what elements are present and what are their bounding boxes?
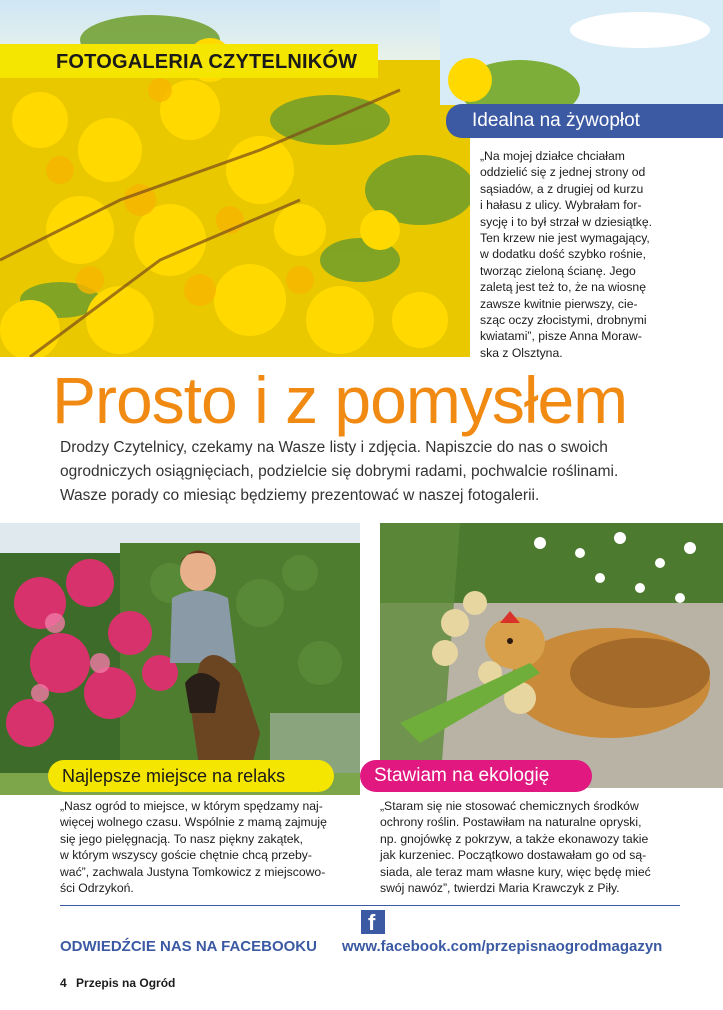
page-headline: Prosto i z pomysłem (52, 363, 628, 437)
text-line: oddzielić się z jednej strony od (480, 165, 646, 180)
text-line: w którym wszyscy goście chętnie chcą przeby- (60, 848, 312, 863)
hen-chicks-photo (380, 523, 723, 788)
hedge-story (480, 148, 718, 361)
text-line: „Staram się nie stosować chemicznych środków (380, 799, 639, 813)
page-number: 4 (60, 976, 67, 990)
relax-tag-label: Najlepsze miejsce na relaks (62, 766, 286, 786)
page-footer (60, 976, 175, 990)
sky-photo (440, 0, 723, 105)
facebook-icon-glyph: f (368, 910, 376, 935)
text-line: sąsiadów, a z drugiej od kurzu (480, 181, 644, 196)
text-line: „Nasz ogród to miejsce, w którym spędzamy naj- (60, 799, 323, 813)
text-line: wać”, zachwala Justyna Tomkowicz z miejscowo- (60, 864, 326, 879)
text-line: sycję i to był strzał w dziesiątkę. (480, 214, 653, 229)
text-line: zaletą jest też to, że na wiosnę (480, 280, 646, 295)
text-line: i hałasu z ulicy. Wybrałam for- (480, 198, 642, 213)
text-line: tworząc zieloną ścianę. Jego (480, 263, 636, 278)
facebook-icon[interactable] (361, 910, 385, 934)
text-line: swój nawóz”, twierdzi Maria Krawczyk z Piły. (380, 881, 620, 896)
magazine-name: Przepis na Ogród (76, 976, 176, 990)
eco-tag-label: Stawiam na ekologię (374, 765, 550, 786)
text-line: w dodatku dość szybko rośnie, (480, 247, 646, 262)
text-line: się jego pielęgnacją. To nasz piękny zakątek, (60, 831, 303, 846)
text-line: siada, ale teraz mam własne kury, więc będę mieć (380, 864, 651, 879)
text-line: zawsze kwitnie pierwszy, cie- (480, 296, 638, 311)
gallery-banner (0, 44, 378, 78)
text-line: więcej wolnego czasu. Wspólnie z mamą zajmuję (60, 815, 327, 830)
text-line: Ten krzew nie jest wymagający, (480, 231, 650, 246)
garden-woman-dog-photo (0, 523, 360, 795)
text-line: Drodzy Czytelnicy, czekamy na Wasze listy i zdjęcia. Napiszcie do nas o swoich (60, 439, 608, 456)
relax-story (60, 798, 360, 896)
text-line: Wasze porady co miesiąc będziemy prezentować w naszej fotogalerii. (60, 487, 540, 504)
text-line: ochrony roślin. Postawiłam na naturalne opryski, (380, 815, 642, 830)
footer-divider (60, 905, 680, 906)
text-line: „Na mojej działce chciałam (480, 149, 625, 163)
hedge-tag (446, 104, 723, 138)
text-line: np. gnojówkę z pokrzyw, a także ekonawozy takie (380, 831, 649, 846)
relax-tag (48, 760, 334, 792)
facebook-link[interactable]: www.facebook.com/przepisnaogrodmagazyn (342, 938, 663, 955)
hedge-tag-label: Idealna na żywopłot (472, 110, 640, 131)
intro-paragraph (60, 436, 705, 508)
text-line: jak kurzeniec. Początkowo dostawałam go od są- (380, 848, 647, 863)
text-line: ska z Olsztyna. (480, 345, 563, 360)
text-line: ogrodniczych osiągnięciach, podzielcie się dobrymi radami, pochwalcie roślinami. (60, 463, 619, 480)
facebook-label: ODWIEDŹCIE NAS NA FACEBOOKU (60, 938, 317, 955)
gallery-title: FOTOGALERIA CZYTELNIKÓW (56, 51, 358, 73)
text-line: sząc oczy złocistymi, drobnymi (480, 313, 647, 328)
eco-tag (360, 760, 592, 792)
text-line: ści Odrzykoń. (60, 881, 134, 896)
text-line: kwiatami”, pisze Anna Moraw- (480, 329, 642, 344)
eco-story (380, 798, 710, 896)
